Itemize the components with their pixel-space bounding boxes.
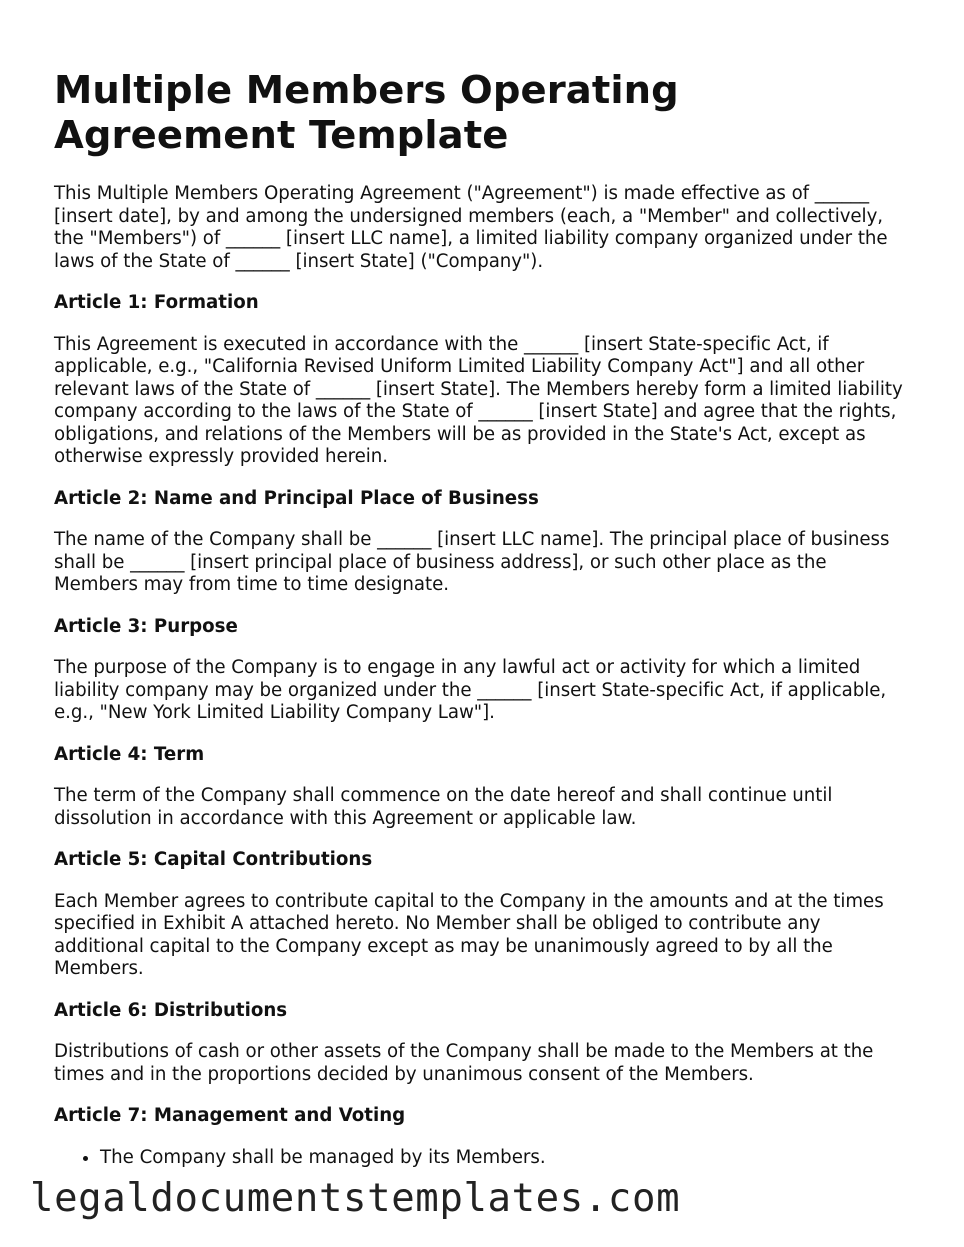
article-heading: Article 4: Term bbox=[54, 743, 205, 765]
article-4 bbox=[54, 744, 914, 831]
article-heading: Article 7: Management and Voting bbox=[54, 1105, 406, 1126]
article-bullet-list bbox=[54, 1147, 914, 1170]
article-body: Distributions of cash or other assets of the Company shall be made to the Members at the times and in the proportions decided by unanimous consent of the Members. bbox=[54, 1041, 874, 1085]
article-heading: Article 3: Purpose bbox=[54, 615, 238, 637]
article-heading: Article 6: Distributions bbox=[54, 999, 288, 1021]
article-body: This Agreement is executed in accordance with the ______ [insert State-specific Act, if applicable, e.g., "California Revised Uniform Limited Liability Company Act"] and all other relevant laws of the State of ______ [insert State]. The Members hereby form a limited liability company according to the laws of the State of ______ [insert State] and agree that the rights, obligations, and relations of the Members will be as provided in the State's Act, except as otherwise expressly provided herein. bbox=[54, 333, 903, 467]
article-6 bbox=[54, 1000, 914, 1087]
intro-paragraph: This Multiple Members Operating Agreement ("Agreement") is made effective as of ______ [insert date], by and among the undersigned members (each, a "Member" and collectively, the "Members") of ______ [insert LLC name], a limited liability company organized under the laws of the State of ______ [insert State] ("Company"). bbox=[54, 183, 888, 272]
document-page bbox=[54, 68, 914, 1169]
article-body: Each Member agrees to contribute capital to the Company in the amounts and at the times specified in Exhibit A attached hereto. No Member shall be obliged to contribute any additional capital to the Company except as may be unanimously agreed to by all the Members. bbox=[54, 890, 884, 979]
article-body: The term of the Company shall commence on the date hereof and shall continue until dissolution in accordance with this Agreement or applicable law. bbox=[54, 785, 833, 829]
article-5 bbox=[54, 849, 914, 981]
article-2 bbox=[54, 488, 914, 597]
article-body: The purpose of the Company is to engage in any lawful act or activity for which a limited liability company may be organized under the ______ [insert State-specific Act, if applicable, e.g., "New York Limited Liability Company Law"]. bbox=[54, 657, 887, 723]
article-1 bbox=[54, 292, 914, 469]
article-heading: Article 5: Capital Contributions bbox=[54, 849, 373, 870]
article-3 bbox=[54, 616, 914, 725]
article-7 bbox=[54, 1105, 914, 1169]
article-heading: Article 2: Name and Principal Place of Business bbox=[54, 487, 539, 509]
list-item: • The Company shall be managed by its Members. bbox=[100, 1147, 914, 1170]
article-body: The name of the Company shall be ______ [insert LLC name]. The principal place of business shall be ______ [insert principal place of business address], or such other place as the Members may from time to time designate. bbox=[54, 529, 890, 595]
document-title: Multiple Members Operating Agreement Template bbox=[54, 68, 679, 158]
article-heading: Article 1: Formation bbox=[54, 292, 259, 313]
site-watermark: legaldocumentstemplates.com bbox=[30, 1176, 681, 1221]
